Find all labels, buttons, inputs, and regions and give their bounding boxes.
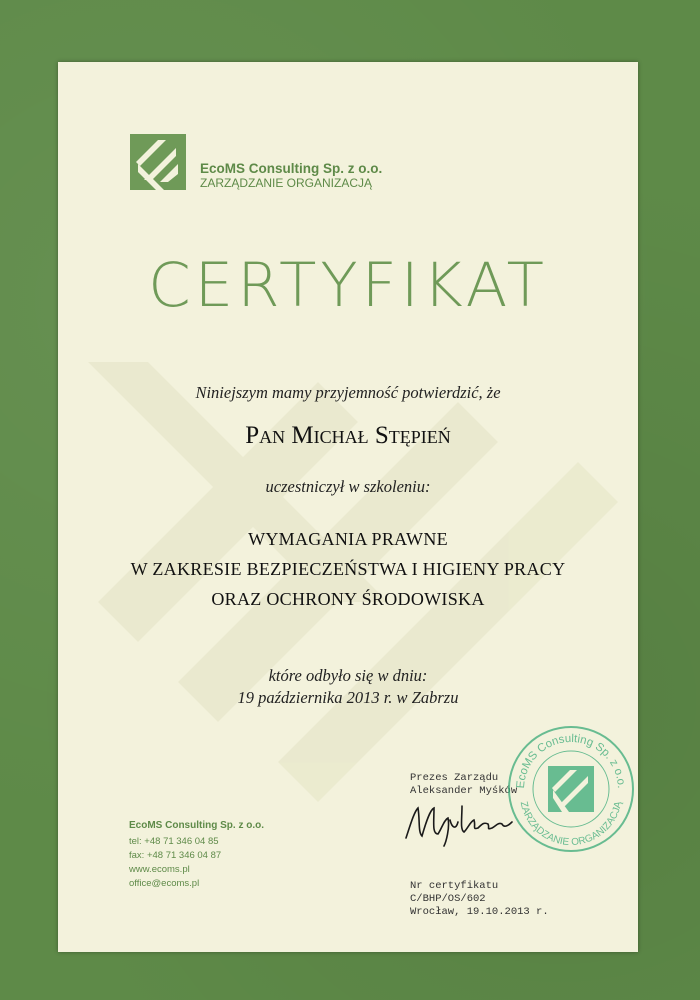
course-title (58, 524, 638, 614)
recipient-prefix: Pan (245, 422, 286, 449)
certificate-number-label: Nr certyfikatu (410, 880, 499, 892)
held-date: 19 października 2013 r. w Zabrzu (237, 688, 459, 707)
course-line: W ZAKRESIE BEZPIECZEŃSTWA I HIGIENY PRACY (130, 559, 566, 579)
company-stamp (506, 724, 636, 854)
contact-tel: tel: +48 71 346 04 85 (129, 836, 219, 847)
recipient-name: Michał Stępień (291, 422, 451, 449)
company-brand (200, 161, 382, 190)
held-label: które odbyło się w dniu: (268, 666, 428, 685)
company-tagline: ZARZĄDZANIE ORGANIZACJĄ (200, 176, 373, 190)
contact-email: office@ecoms.pl (129, 878, 200, 889)
signatory-name: Aleksander Myśków (410, 785, 518, 797)
participation-text: uczestniczył w szkoleniu: (265, 477, 431, 496)
course-line: WYMAGANIA PRAWNE (248, 529, 448, 549)
contact-fax: fax: +48 71 346 04 87 (129, 850, 222, 861)
certificate-paper (58, 62, 638, 952)
handwritten-signature (400, 798, 520, 848)
company-name: EcoMS Consulting Sp. z o.o. (200, 161, 383, 176)
course-line: ORAZ OCHRONY ŚRODOWISKA (211, 589, 485, 609)
certificate-number: C/BHP/OS/602 (410, 893, 486, 905)
intro-text: Niniejszym mamy przyjemność potwierdzić, że (195, 383, 501, 402)
certificate-issued: Wrocław, 19.10.2013 r. (410, 906, 549, 918)
signatory-block (410, 772, 517, 798)
contact-company: EcoMS Consulting Sp. z o.o. (129, 820, 264, 831)
company-logo-icon (130, 134, 186, 190)
recipient (58, 422, 638, 450)
certificate-number-block (410, 880, 549, 919)
stamp-logo-icon (548, 766, 594, 812)
certificate-title: CERTYFIKAT (148, 250, 548, 321)
contact-web: www.ecoms.pl (129, 864, 190, 875)
contact-block (129, 819, 264, 891)
stamp-bottom-text: ZARZĄDZANIE ORGANIZACJĄ (517, 800, 625, 849)
stamp-top-text: EcoMS Consulting Sp. z o.o. (514, 732, 628, 789)
signatory-role: Prezes Zarządu (410, 772, 499, 784)
